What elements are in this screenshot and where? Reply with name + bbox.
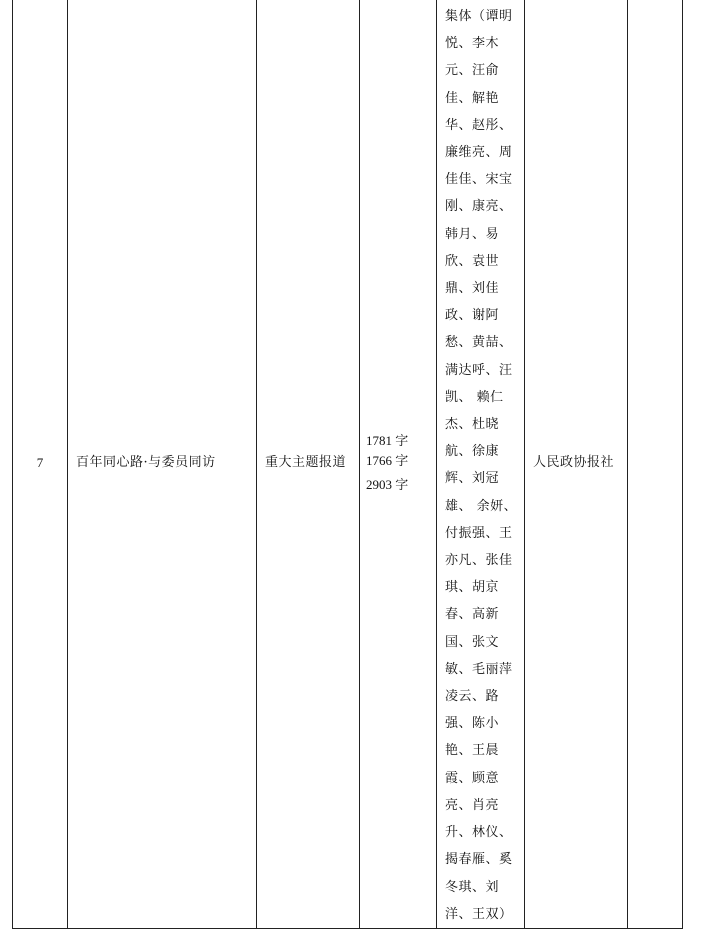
publishing-unit: 人民政协报社: [525, 0, 628, 928]
awards-table: [12, 0, 683, 929]
authors-cell: [437, 0, 525, 928]
remarks-cell: [628, 0, 683, 928]
work-type: 重大主题报道: [257, 0, 360, 928]
row-number: 7: [13, 0, 68, 928]
word-counts: [360, 0, 437, 928]
table-row: [13, 0, 683, 928]
work-title: 百年同心路·与委员同访: [68, 0, 257, 928]
word-count-1: 1781 字: [366, 433, 409, 449]
word-count-2: 1766 字: [366, 453, 409, 469]
word-count-3: 2903 字: [366, 477, 409, 493]
authors-list: 集体（谭明悦、李木元、汪俞佳、解艳华、赵彤、廉维亮、周佳佳、宋宝刚、康亮、韩月、易欣、袁世鼎、刘佳政、谢阿愁、黄喆、满达呼、汪凯、 赖仁杰、杜晓航、徐康辉、刘冠雄、 余妍、付振强、王亦凡、张佳琪、胡京春、高新国、张文敏、毛丽萍 凌云、路强、陈小艳、王晨霞、顾意亮、肖亮升、林仪、揭春雁、奚冬琪、刘洋、王双）: [445, 9, 518, 922]
